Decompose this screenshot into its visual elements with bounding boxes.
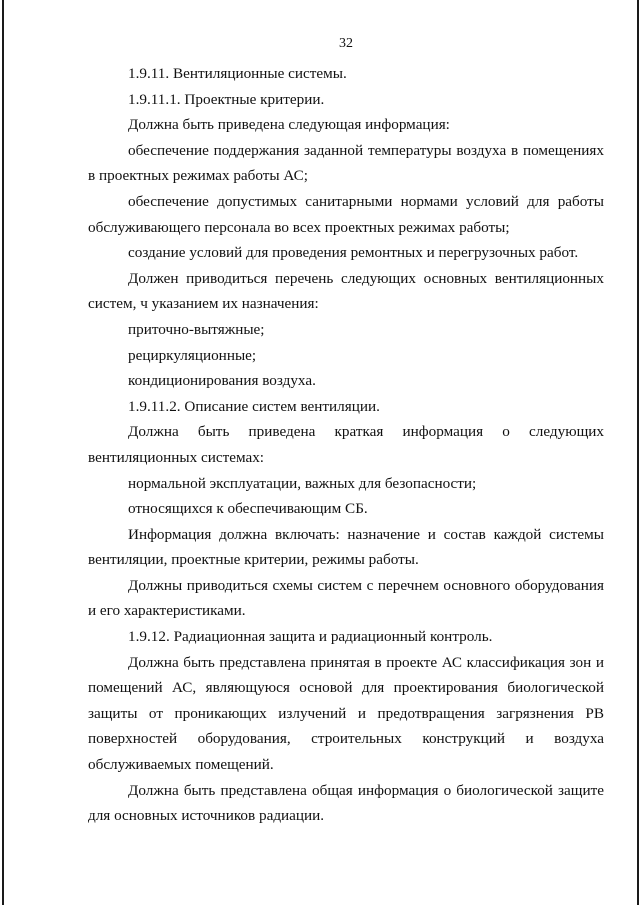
list-item: обеспечение допустимых санитарными нормами условий для работы обслуживающего персонала во всех проектных режимах работы; <box>88 192 604 236</box>
paragraph: Должна быть приведена следующая информация: <box>128 116 450 134</box>
page-number: 32 <box>339 36 353 51</box>
paragraph: Должен приводиться перечень следующих основных вентиляционных систем, ч указанием их назначения: <box>88 269 604 313</box>
scan-edge-left <box>2 0 4 905</box>
list-item: кондиционирования воздуха. <box>128 372 316 390</box>
paragraph: Должна быть представлена общая информация о биологической защите для основных источников радиации. <box>88 781 604 825</box>
paragraph: Информация должна включать: назначение и состав каждой системы вентиляции, проектные критерии, режимы работы. <box>88 525 604 569</box>
list-item: обеспечение поддержания заданной температуры воздуха в помещениях в проектных режимах работы АС; <box>88 141 604 185</box>
list-item: создание условий для проведения ремонтных и перегрузочных работ. <box>128 244 579 262</box>
subsection-heading-1-9-11-1: 1.9.11.1. Проектные критерии. <box>128 90 325 108</box>
subsection-heading-1-9-11-2: 1.9.11.2. Описание систем вентиляции. <box>128 397 380 415</box>
list-item: относящихся к обеспечивающим СБ. <box>128 500 368 518</box>
list-item: нормальной эксплуатации, важных для безопасности; <box>128 474 477 492</box>
paragraph: Должны приводиться схемы систем с перечнем основного оборудования и его характеристиками. <box>88 576 604 620</box>
list-item: приточно-вытяжные; <box>128 320 265 338</box>
paragraph: Должна быть приведена краткая информация о следующих вентиляционных системах: <box>88 423 604 466</box>
paragraph: Должна быть представлена принятая в проекте АС классификация зон и помещений АС, являющуюся основой для проектирования биологической защиты от проникающих излучений и предотвращения загрязнения РВ поверхностей оборудования, строительных конструкций и воздуха обслуживаемых помещений. <box>88 653 604 774</box>
section-heading-1-9-12: 1.9.12. Радиационная защита и радиационный контроль. <box>128 628 493 646</box>
document-body <box>88 61 604 829</box>
list-item: рециркуляционные; <box>128 346 257 364</box>
scan-edge-right <box>637 0 639 905</box>
section-heading-1-9-11: 1.9.11. Вентиляционные системы. <box>128 65 347 82</box>
